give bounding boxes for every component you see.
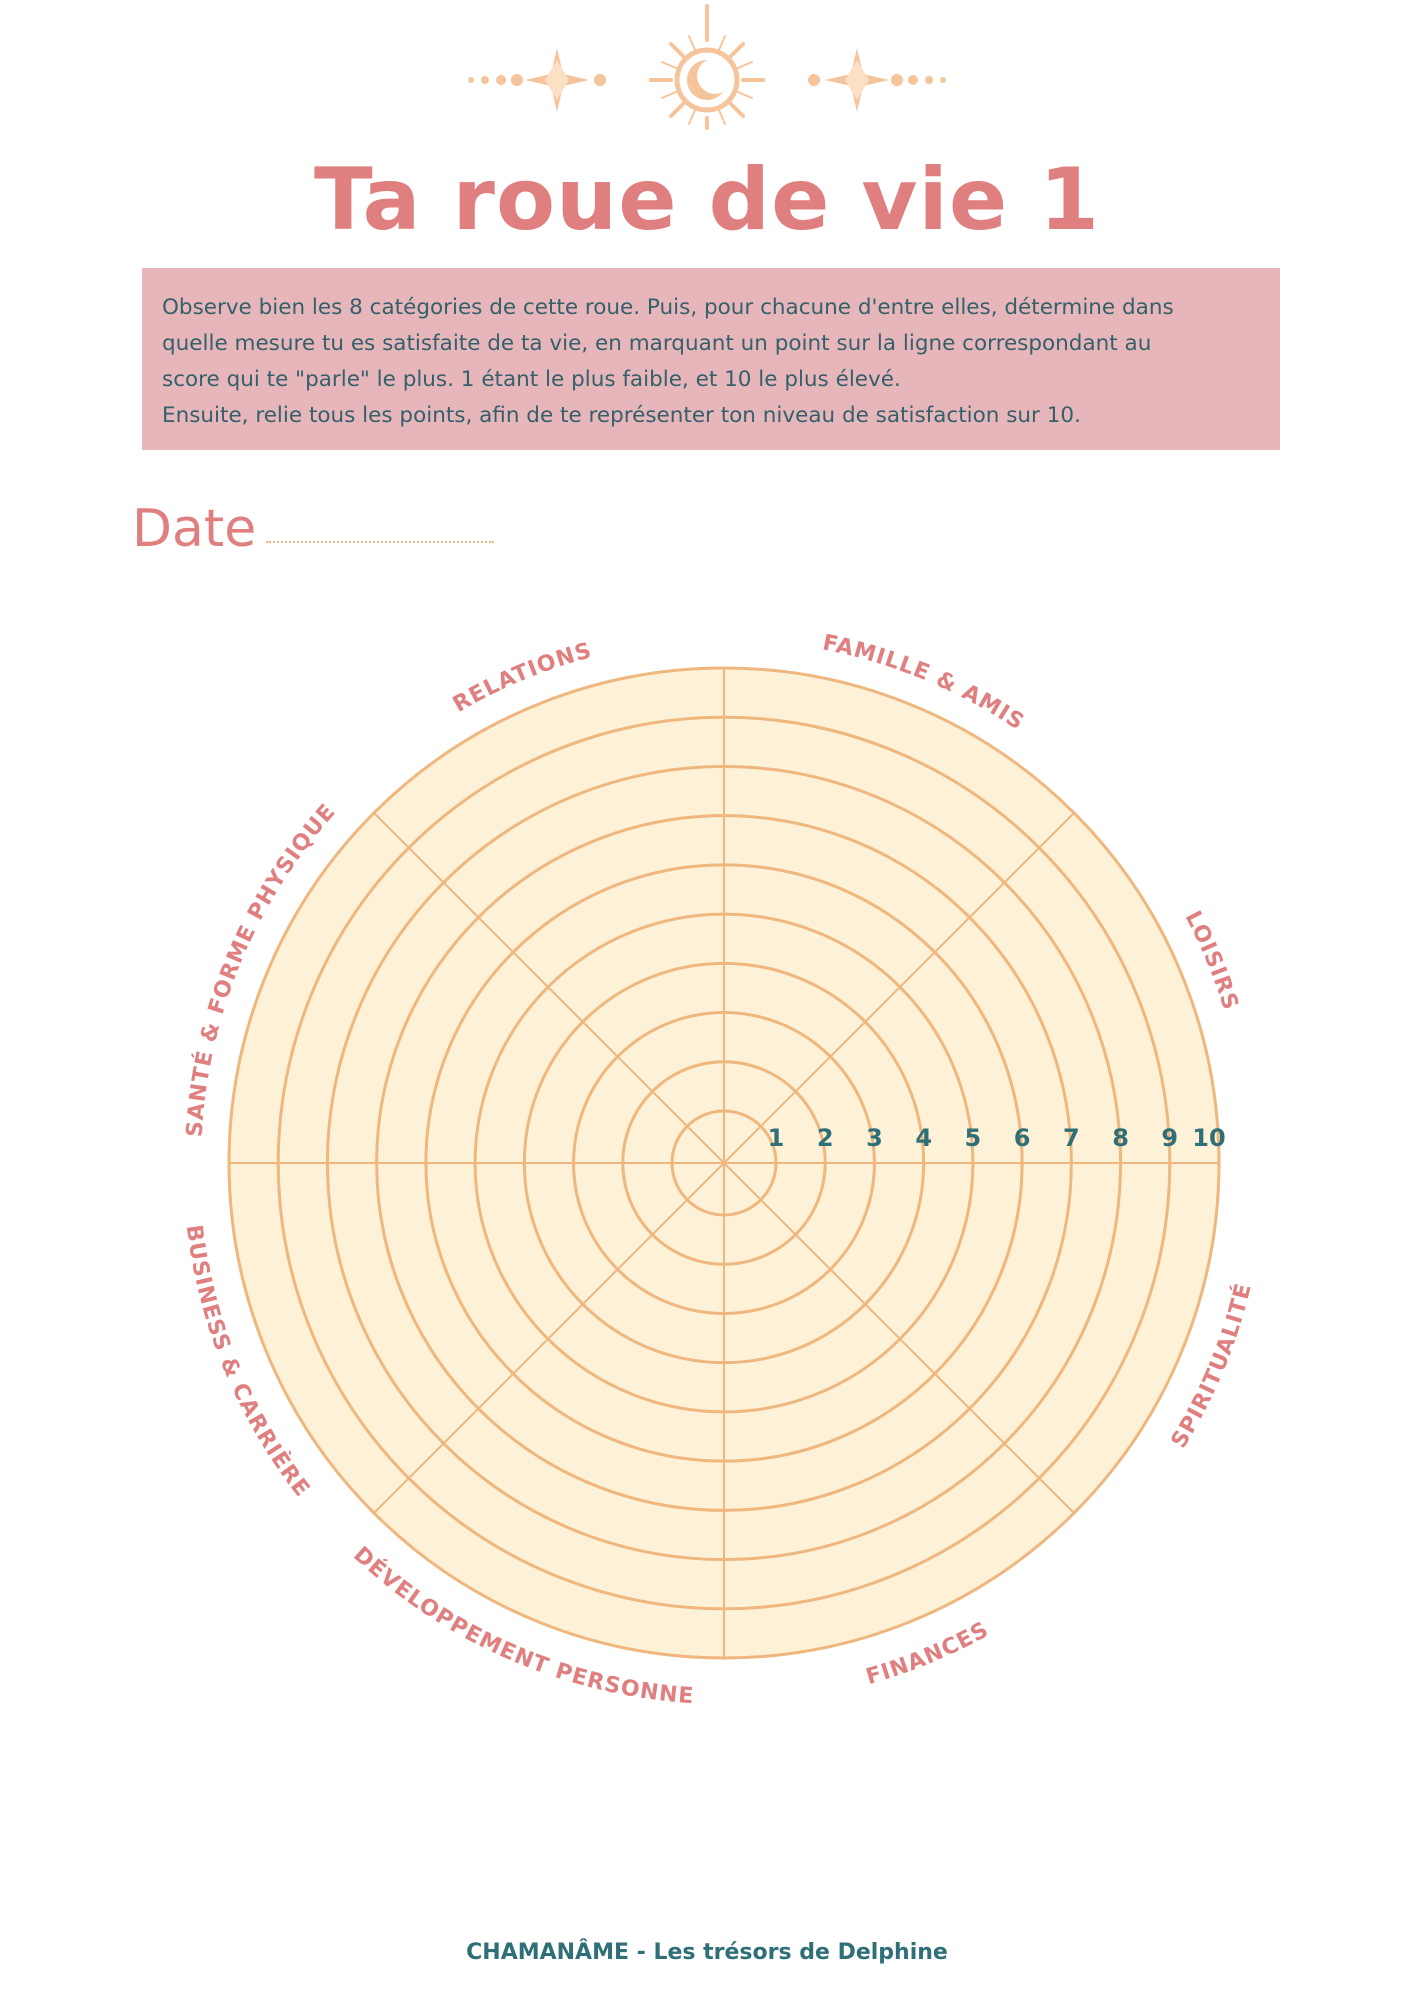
- page-title: Ta roue de vie 1: [313, 150, 1100, 250]
- scale-number: 5: [964, 1124, 982, 1152]
- dot-icon: [511, 74, 523, 86]
- date-label: Date: [132, 499, 257, 559]
- scale-number: 10: [1192, 1124, 1226, 1152]
- life-wheel[interactable]: [0, 600, 1414, 1780]
- instructions-line: quelle mesure tu es satisfaite de ta vie, en marquant un point sur la ligne correspondant au: [162, 331, 1152, 356]
- instructions-line: score qui te "parle" le plus. 1 étant le plus faible, et 10 le plus élevé.: [162, 367, 901, 392]
- category-label: SPIRITUALITÉ: [1166, 1280, 1257, 1453]
- instructions-box: [142, 268, 1280, 450]
- category-label: FINANCES: [863, 1617, 994, 1691]
- scale-number: 7: [1062, 1124, 1080, 1152]
- category-label: SANTÉ & FORME PHYSIQUE: [182, 799, 341, 1138]
- scale-number: 4: [915, 1124, 933, 1152]
- category-label: RELATIONS: [448, 638, 595, 718]
- dot-icon: [808, 74, 820, 86]
- instructions-line: Observe bien les 8 catégories de cette roue. Puis, pour chacune d'entre elles, détermine dans: [162, 295, 1174, 320]
- category-label: BUSINESS & CARRIÈRE: [180, 1223, 315, 1503]
- category-label: LOISIRS: [1179, 907, 1243, 1014]
- scale-number: 3: [866, 1124, 883, 1152]
- header-decoration: [457, 0, 957, 130]
- scale-number: 2: [816, 1124, 834, 1152]
- category-label: DÉVELOPPEMENT PERSONNE: [348, 1542, 696, 1710]
- dot-icon: [925, 76, 933, 84]
- scale-number: 9: [1161, 1124, 1179, 1152]
- dot-icon: [594, 74, 606, 86]
- dot-icon: [468, 77, 474, 83]
- dot-icon: [908, 75, 918, 85]
- scale-number: 6: [1013, 1124, 1031, 1152]
- sun-moon-icon: [651, 6, 763, 128]
- category-label: FAMILLE & AMIS: [820, 630, 1029, 736]
- dot-icon: [891, 74, 903, 86]
- scale-number: 1: [767, 1124, 785, 1152]
- date-field[interactable]: [266, 541, 494, 543]
- scale-number: 8: [1112, 1124, 1129, 1152]
- dot-icon: [481, 76, 489, 84]
- dot-icon: [496, 75, 506, 85]
- footer-credit: CHAMANÂME - Les trésors de Delphine: [466, 1940, 948, 1965]
- dot-icon: [940, 77, 946, 83]
- instructions-line: Ensuite, relie tous les points, afin de te représenter ton niveau de satisfaction sur 10.: [162, 403, 1081, 428]
